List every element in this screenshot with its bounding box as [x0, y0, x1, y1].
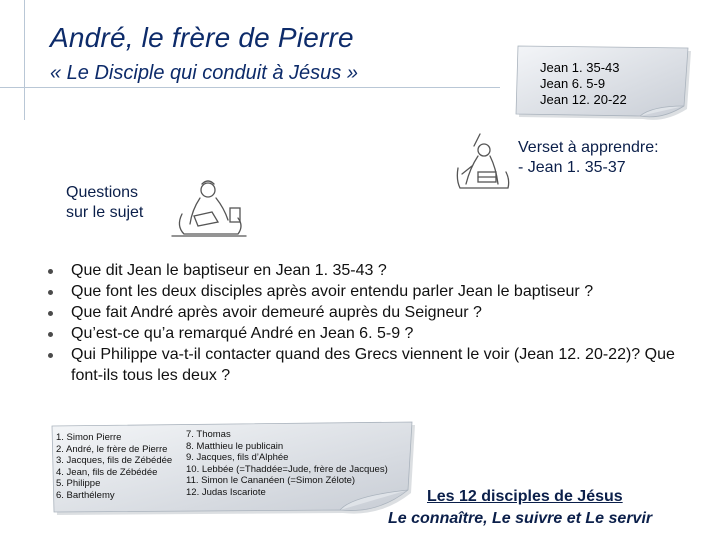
disciples-note	[48, 420, 416, 516]
disciple-item: 11. Simon le Cananéen (=Simon Zélote)	[186, 475, 356, 487]
reference-line: Jean 6. 5-9	[540, 76, 606, 91]
verse-heading: Verset à apprendre:	[518, 139, 659, 156]
question-text: Qu’est-ce qu’a remarqué André en Jean 6. 5-9 ?	[71, 325, 414, 342]
disciple-item: 10. Lebbée (=Thaddée=Jude, frère de Jacques)	[186, 463, 388, 475]
question-item	[46, 302, 686, 323]
question-item	[46, 344, 686, 386]
questions-list	[46, 260, 686, 386]
disciple-item: 1. Simon Pierre	[56, 432, 122, 443]
questions-heading-line: Questions	[66, 184, 139, 201]
decorative-vertical-line	[24, 0, 25, 120]
bullet-icon	[48, 332, 53, 337]
disciple-item: 8. Matthieu le publicain	[186, 440, 284, 452]
disciple-item: 7. Thomas	[186, 429, 231, 440]
question-text: Que dit Jean le baptiseur en Jean 1. 35-43 ?	[71, 262, 387, 279]
reference-line: Jean 1. 35-43	[540, 60, 620, 75]
verse-to-learn	[518, 138, 659, 178]
footer-title: Les 12 disciples de Jésus	[427, 488, 623, 505]
disciple-item: 6. Barthélemy	[56, 489, 115, 501]
disciple-item: 12. Judas Iscariote	[186, 486, 266, 498]
question-item	[46, 323, 686, 344]
disciple-item: 3. Jacques, fils de Zébédée	[56, 455, 173, 467]
questions-heading-line: sur le sujet	[66, 204, 144, 221]
studying-person-icon	[168, 178, 250, 240]
question-text: Qui Philippe va-t-il contacter quand des Grecs viennent le voir (Jean 12. 20-22)? Que font-ils tous les deux ?	[71, 346, 675, 384]
question-item	[46, 260, 686, 281]
disciple-item: 5. Philippe	[56, 478, 101, 490]
footer-tagline: Le connaître, Le suivre et Le servir	[388, 510, 653, 527]
verse-reference: - Jean 1. 35-37	[518, 159, 626, 176]
bullet-icon	[48, 353, 53, 358]
disciple-item: 9. Jacques, fils d’Alphée	[186, 452, 289, 464]
disciple-item: 4. Jean, fils de Zébédée	[56, 466, 158, 478]
decorative-horizontal-line	[0, 87, 500, 88]
question-item	[46, 281, 686, 302]
slide-subtitle: « Le Disciple qui conduit à Jésus »	[50, 62, 358, 84]
slide-title: André, le frère de Pierre	[50, 22, 354, 53]
reference-line: Jean 12. 20-22	[540, 92, 627, 107]
bullet-icon	[48, 311, 53, 316]
questions-heading	[66, 183, 143, 223]
bullet-icon	[48, 290, 53, 295]
bullet-icon	[48, 269, 53, 274]
reading-person-icon	[452, 128, 514, 194]
disciple-item: 2. André, le frère de Pierre	[56, 443, 168, 455]
question-text: Que font les deux disciples après avoir entendu parler Jean le baptiseur ?	[71, 283, 594, 300]
question-text: Que fait André après avoir demeuré auprès du Seigneur ?	[71, 304, 482, 321]
references-note	[512, 44, 692, 120]
